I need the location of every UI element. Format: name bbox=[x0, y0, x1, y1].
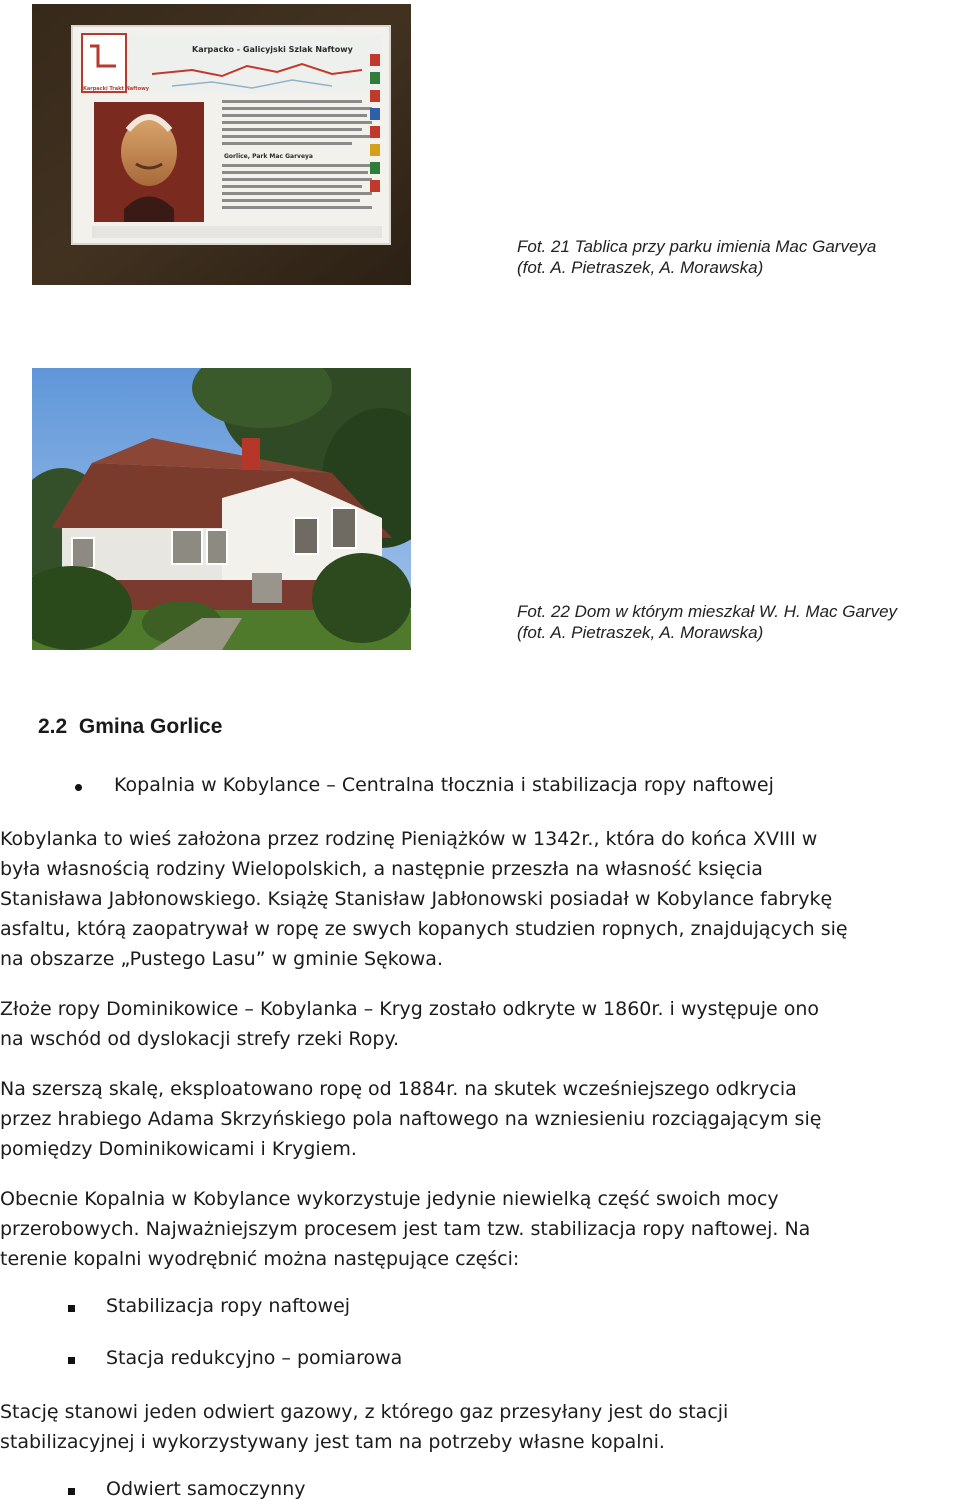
photo-house bbox=[32, 368, 411, 650]
sub-bullet-text: Stacja redukcyjno – pomiarowa bbox=[106, 1347, 403, 1369]
paragraph-line: przerobowych. Najważniejszym procesem jest tam tzw. stabilizacja ropy naftowej. Na bbox=[0, 1218, 811, 1240]
square-bullet bbox=[68, 1357, 75, 1364]
paragraph-line: na wschód od dyslokacji strefy rzeki Ropy. bbox=[0, 1028, 400, 1050]
paragraph-line: asfaltu, którą zaopatrywał w ropę ze swych kopanych studzien ropnych, znajdujących się bbox=[0, 918, 848, 940]
paragraph-line: była własnością rodziny Wielopolskich, a następnie przeszła na własność księcia bbox=[0, 858, 763, 880]
board-subtitle-text: Gorlice, Park Mac Garveya bbox=[224, 153, 313, 160]
paragraph-line: przez hrabiego Adama Skrzyńskiego pola naftowego na wzniesieniu rozciągającym się bbox=[0, 1108, 822, 1130]
board-logo-text: Karpacki Trakt Naftowy bbox=[83, 86, 150, 92]
paragraph-line: Stanisława Jabłonowskiego. Książę Stanisław Jabłonowski posiadał w Kobylance fabrykę bbox=[0, 888, 833, 910]
paragraph-4 bbox=[0, 1184, 810, 1274]
paragraph-line: Stację stanowi jeden odwiert gazowy, z którego gaz przesyłany jest do stacji bbox=[0, 1401, 729, 1423]
paragraph-line: na obszarze „Pustego Lasu” w gminie Sękowa. bbox=[0, 948, 443, 970]
section-title: Gmina Gorlice bbox=[78, 715, 223, 738]
paragraph-5 bbox=[0, 1397, 728, 1457]
bullet-dot bbox=[75, 784, 82, 791]
main-bullet-text: Kopalnia w Kobylance – Centralna tłocznia i stabilizacja ropy naftowej bbox=[114, 774, 774, 796]
sub-bullet-text: Odwiert samoczynny bbox=[106, 1478, 306, 1500]
photo-caption-2 bbox=[517, 601, 897, 643]
paragraph-2 bbox=[0, 994, 819, 1054]
paragraph-line: Obecnie Kopalnia w Kobylance wykorzystuje jedynie niewielką część swoich mocy bbox=[0, 1188, 779, 1210]
photo-board bbox=[32, 4, 411, 285]
photo-caption-1-line-2: (fot. A. Pietraszek, A. Morawska) bbox=[517, 258, 764, 277]
section-number: 2.2 bbox=[38, 715, 68, 738]
photo-caption-1-line-1: Fot. 21 Tablica przy parku imienia Mac Garveya bbox=[517, 237, 877, 256]
paragraph-line: Złoże ropy Dominikowice – Kobylanka – Kryg zostało odkryte w 1860r. i występuje ono bbox=[0, 998, 820, 1020]
square-bullet bbox=[68, 1488, 75, 1495]
paragraph-3 bbox=[0, 1074, 821, 1164]
board-title-text: Karpacko - Galicyjski Szlak Naftowy bbox=[192, 45, 353, 54]
photo-caption-1 bbox=[517, 236, 876, 278]
photo-caption-2-line-2: (fot. A. Pietraszek, A. Morawska) bbox=[517, 623, 764, 642]
paragraph-line: Na szerszą skalę, eksploatowano ropę od 1884r. na skutek wcześniejszego odkrycia bbox=[0, 1078, 797, 1100]
paragraph-line: stabilizacyjnej i wykorzystywany jest tam na potrzeby własne kopalni. bbox=[0, 1431, 665, 1453]
section-heading bbox=[38, 715, 222, 739]
sub-bullet-text: Stabilizacja ropy naftowej bbox=[106, 1295, 351, 1317]
paragraph-1 bbox=[0, 824, 848, 974]
paragraph-line: terenie kopalni wyodrębnić można następujące części: bbox=[0, 1248, 520, 1270]
paragraph-line: pomiędzy Dominikowicami i Krygiem. bbox=[0, 1138, 357, 1160]
paragraph-line: Kobylanka to wieś założona przez rodzinę Pieniążków w 1342r., która do końca XVIII w bbox=[0, 828, 818, 850]
square-bullet bbox=[68, 1305, 75, 1312]
photo-caption-2-line-1: Fot. 22 Dom w którym mieszkał W. H. Mac Garvey bbox=[517, 602, 898, 621]
